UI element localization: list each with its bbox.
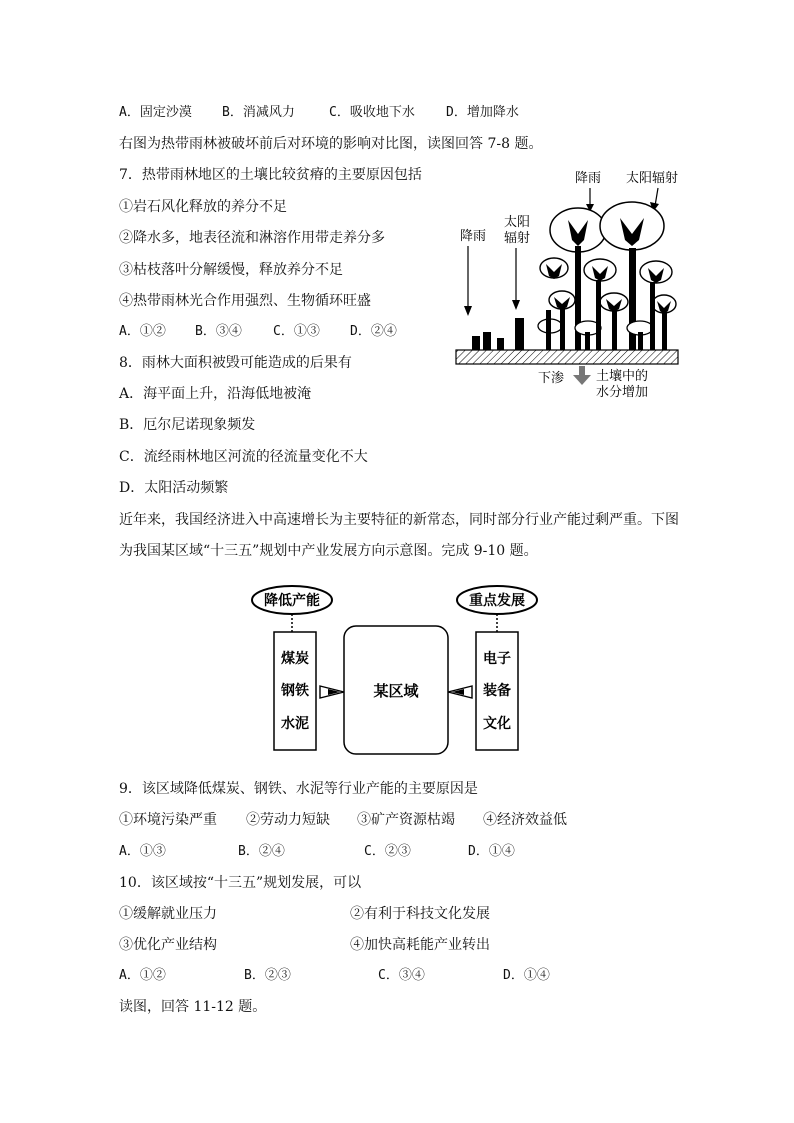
industry-culture: 文化 — [483, 716, 511, 732]
q9-item-3: ③矿产资源枯竭 — [357, 812, 455, 828]
q7-option-a: A．①② — [119, 324, 166, 339]
q8-option-d: D．太阳活动频繁 — [119, 480, 229, 496]
rainforest-figure — [450, 160, 690, 400]
q10-option-b: B．②③ — [244, 968, 291, 983]
q9-stem: 9．该区域降低煤炭、钢铁、水泥等行业产能的主要原因是 — [119, 781, 478, 797]
q7-item-3: ③枯枝落叶分解缓慢，释放养分不足 — [119, 262, 343, 278]
q9-item-2: ②劳动力短缺 — [246, 812, 330, 828]
q10-option-c: C．③④ — [378, 968, 425, 983]
q10-item-4: ④加快高耗能产业转出 — [350, 937, 490, 953]
q7-option-b: B．③④ — [195, 324, 242, 339]
q10-option-a: A．①② — [119, 968, 166, 983]
q7-item-1: ①岩石风化释放的养分不足 — [119, 199, 287, 215]
industry-equipment: 装备 — [483, 683, 511, 699]
q9-item-4: ④经济效益低 — [483, 812, 567, 828]
q10-option-d: D．①④ — [503, 968, 550, 983]
q8-option-a: A．海平面上升，沿海低地被淹 — [119, 386, 312, 402]
q9-option-c: C．②③ — [364, 844, 411, 859]
q9-item-1: ①环境污染严重 — [119, 812, 217, 828]
rain-label-left: 降雨 — [460, 229, 487, 244]
industry-figure — [250, 582, 550, 762]
sun-label-right: 太阳辐射 — [626, 171, 679, 186]
q7-item-2: ②降水多，地表径流和淋溶作用带走养分多 — [119, 230, 385, 246]
q8-option-b: B．厄尔尼诺现象频发 — [119, 417, 256, 433]
intro-7-8: 右图为热带雨林被破坏前后对环境的影响对比图，读图回答 7-8 题。 — [119, 136, 543, 152]
q7-stem: 7．热带雨林地区的土壤比较贫瘠的主要原因包括 — [119, 167, 422, 183]
q10-stem: 10．该区域按“十三五”规划发展，可以 — [119, 875, 362, 891]
q9-option-d: D．①④ — [468, 844, 515, 859]
q7-option-c: C．①③ — [273, 324, 320, 339]
sun-label-left-2: 辐射 — [504, 231, 531, 246]
reduce-capacity-label: 降低产能 — [264, 593, 320, 609]
intro-11-12: 读图，回答 11-12 题。 — [119, 999, 267, 1015]
arrow-right-to-center-icon — [448, 686, 472, 698]
sun-label-left-1: 太阳 — [504, 215, 531, 230]
industry-coal: 煤炭 — [281, 651, 309, 667]
focus-development-label: 重点发展 — [469, 593, 525, 609]
q6-option-a: A．固定沙漠 — [119, 105, 192, 120]
soil-label-2: 水分增加 — [596, 385, 649, 400]
intro-9-10-line2: 为我国某区域“十三五”规划中产业发展方向示意图。完成 9-10 题。 — [119, 543, 538, 559]
q8-option-c: C．流经雨林地区河流的径流量变化不大 — [119, 449, 368, 465]
intro-9-10-line1: 近年来，我国经济进入中高速增长为主要特征的新常态，同时部分行业产能过剩严重。下图 — [119, 512, 679, 528]
q10-item-1: ①缓解就业压力 — [119, 906, 217, 922]
q8-stem: 8．雨林大面积被毁可能造成的后果有 — [119, 355, 352, 371]
industry-steel: 钢铁 — [281, 683, 309, 699]
tree-stumps — [472, 318, 524, 350]
q6-option-c: C．吸收地下水 — [329, 105, 415, 120]
rainforest-trees — [538, 202, 676, 350]
ground-layer — [456, 350, 678, 364]
q6-option-d: D．增加降水 — [446, 105, 519, 120]
q10-item-2: ②有利于科技文化发展 — [350, 906, 490, 922]
q9-option-b: B．②④ — [238, 844, 285, 859]
q7-option-d: D．②④ — [350, 324, 397, 339]
seep-label: 下渗 — [538, 371, 565, 386]
q9-option-a: A．①③ — [119, 844, 166, 859]
q7-item-4: ④热带雨林光合作用强烈、生物循环旺盛 — [119, 293, 371, 309]
region-label: 某区域 — [373, 682, 419, 700]
industry-cement: 水泥 — [281, 716, 309, 732]
q10-item-3: ③优化产业结构 — [119, 937, 217, 953]
soil-label-1: 土壤中的 — [596, 369, 649, 384]
industry-electronics: 电子 — [483, 651, 511, 667]
arrow-left-to-center-icon — [320, 686, 344, 698]
q6-option-b: B．消减风力 — [222, 105, 295, 120]
rain-label-right: 降雨 — [575, 171, 602, 186]
seep-arrow-icon — [573, 366, 591, 385]
